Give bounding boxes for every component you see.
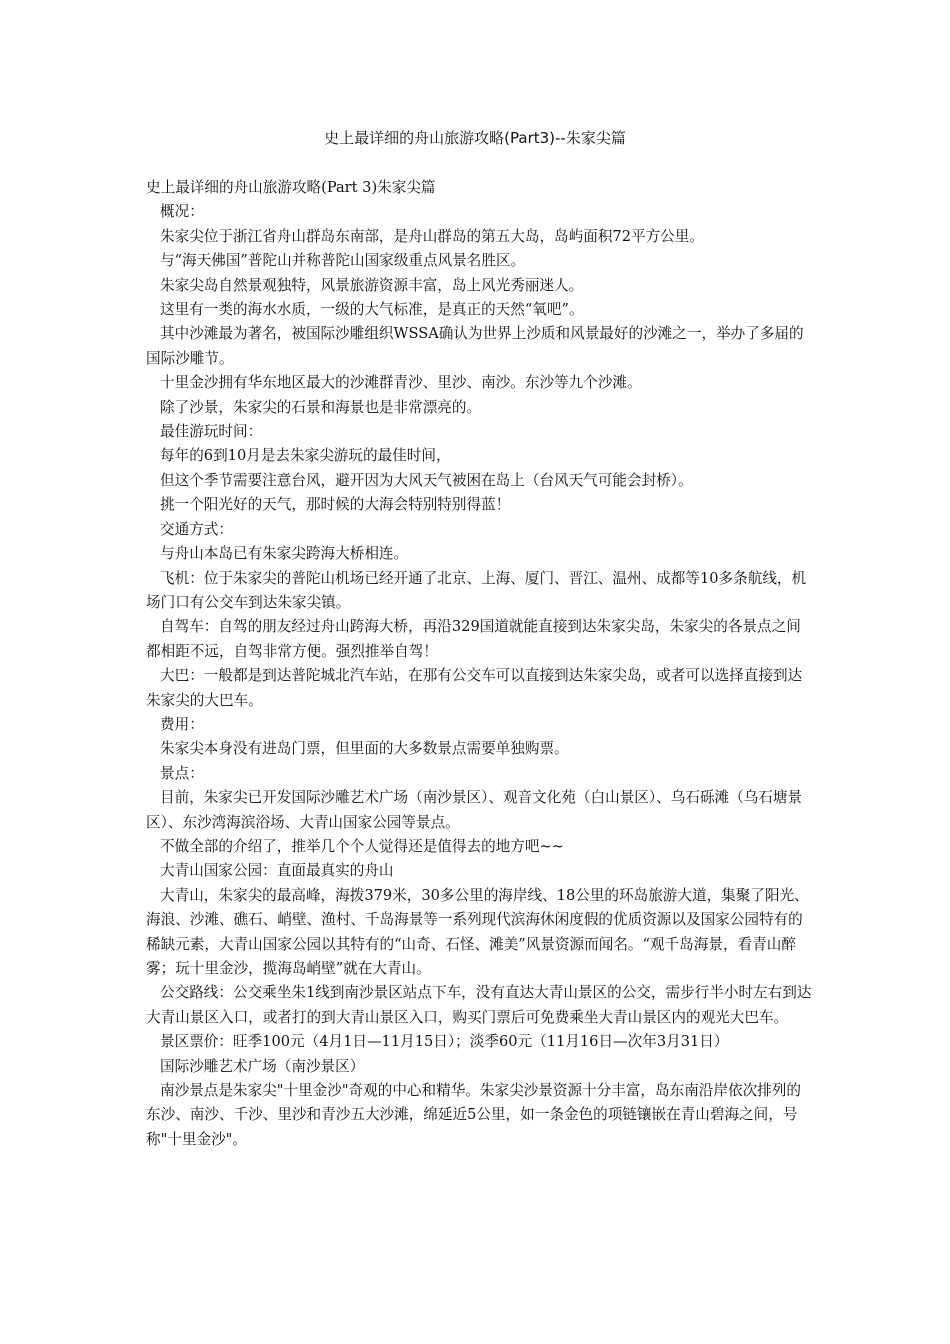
document-body — [146, 176, 812, 1152]
paragraph: 朱家尖位于浙江省舟山群岛东南部，是舟山群岛的第五大岛，岛屿面积72平方公里。 — [160, 227, 704, 245]
paragraph: 交通方式： — [160, 520, 233, 538]
paragraph: 与“海天佛国”普陀山并称普陀山国家级重点风景名胜区。 — [160, 252, 526, 270]
paragraph: 费用： — [160, 715, 204, 733]
paragraph: 景点： — [160, 764, 204, 782]
page-title: 史上最详细的舟山旅游攻略(Part3)--朱家尖篇 — [324, 129, 626, 147]
paragraph: 大青山国家公园：直面最真实的舟山 — [160, 862, 394, 880]
paragraph: 公交路线：公交乘坐朱1线到南沙景区站点下车，没有直达大青山景区的公交，需步行半小时左右到达大青山景区入口，或者打的到大青山景区入口，购买门票后可免费乘坐大青山景区内的观光大巴车。 — [146, 984, 812, 1026]
paragraph: 飞机：位于朱家尖的普陀山机场已经开通了北京、上海、厦门、晋江、温州、成都等10多条航线，机场门口有公交车到达朱家尖镇。 — [146, 569, 807, 611]
paragraph: 但这个季节需要注意台风，避开因为大风天气被困在岛上（台风天气可能会封桥）。 — [160, 471, 693, 489]
paragraph: 目前，朱家尖已开发国际沙雕艺术广场（南沙景区）、观音文化苑（白山景区）、乌石砾滩（乌石塘景区）、东沙湾海滨浴场、大青山国家公园等景点。 — [146, 789, 803, 831]
paragraph: 概况： — [160, 203, 204, 221]
paragraph: 每年的6到10月是去朱家尖游玩的最佳时间， — [160, 447, 451, 465]
paragraph: 景区票价：旺季100元（4月1日—11月15日）；淡季60元（11月16日—次年3月31日） — [160, 1033, 729, 1051]
paragraph: 不做全部的介绍了，推举几个个人觉得还是值得去的地方吧~~ — [160, 837, 564, 855]
paragraph: 与舟山本岛已有朱家尖跨海大桥相连。 — [160, 545, 409, 563]
paragraph: 大青山，朱家尖的最高峰，海拨379米，30多公里的海岸线、18公里的环岛旅游大道，集聚了阳光、海浪、沙滩、礁石、峭壁、渔村、千岛海景等一系列现代滨海休闲度假的优质资源以及国家公园特有的稀缺元素，大青山国家公园以其特有的“山奇、石怪、滩美”风景资源而闻名。“观千岛海景，看青山醉雾；玩十里金沙，揽海岛峭壁”就在大青山。 — [146, 886, 809, 977]
paragraph: 挑一个阳光好的天气，那时候的大海会特别特别得蓝！ — [160, 496, 511, 514]
paragraph: 国际沙雕艺术广场（南沙景区） — [160, 1057, 365, 1075]
paragraph: 南沙景点是朱家尖"十里金沙"奇观的中心和精华。朱家尖沙景资源十分丰富，岛东南沿岸依次排列的东沙、南沙、千沙、里沙和青沙五大沙滩，绵延近5公里，如一条金色的项链镶嵌在青山碧海之间，号称"十里金沙"。 — [146, 1082, 801, 1148]
paragraph: 这里有一类的海水水质，一级的大气标准，是真正的天然“氧吧”。 — [160, 301, 584, 319]
paragraph: 十里金沙拥有华东地区最大的沙滩群青沙、里沙、南沙。东沙等九个沙滩。 — [160, 374, 642, 392]
paragraph: 朱家尖岛自然景观独特，风景旅游资源丰富，岛上风光秀丽迷人。 — [160, 276, 584, 294]
paragraph: 自驾车：自驾的朋友经过舟山跨海大桥，再沿329国道就能直接到达朱家尖岛，朱家尖的各景点之间都相距不远，自驾非常方便。强烈推举自驾！ — [146, 618, 801, 660]
paragraph: 大巴：一般都是到达普陀城北汽车站，在那有公交车可以直接到达朱家尖岛，或者可以选择直接到达朱家尖的大巴车。 — [146, 667, 803, 709]
paragraph: 其中沙滩最为著名，被国际沙雕组织WSSA确认为世界上沙质和风景最好的沙滩之一，举办了多届的国际沙雕节。 — [146, 325, 804, 367]
paragraph: 朱家尖本身没有进岛门票，但里面的大多数景点需要单独购票。 — [160, 740, 569, 758]
doc-heading: 史上最详细的舟山旅游攻略(Part 3)朱家尖篇 — [146, 179, 436, 196]
paragraph: 最佳游玩时间： — [160, 423, 263, 441]
paragraph: 除了沙景，朱家尖的石景和海景也是非常漂亮的。 — [160, 398, 482, 416]
